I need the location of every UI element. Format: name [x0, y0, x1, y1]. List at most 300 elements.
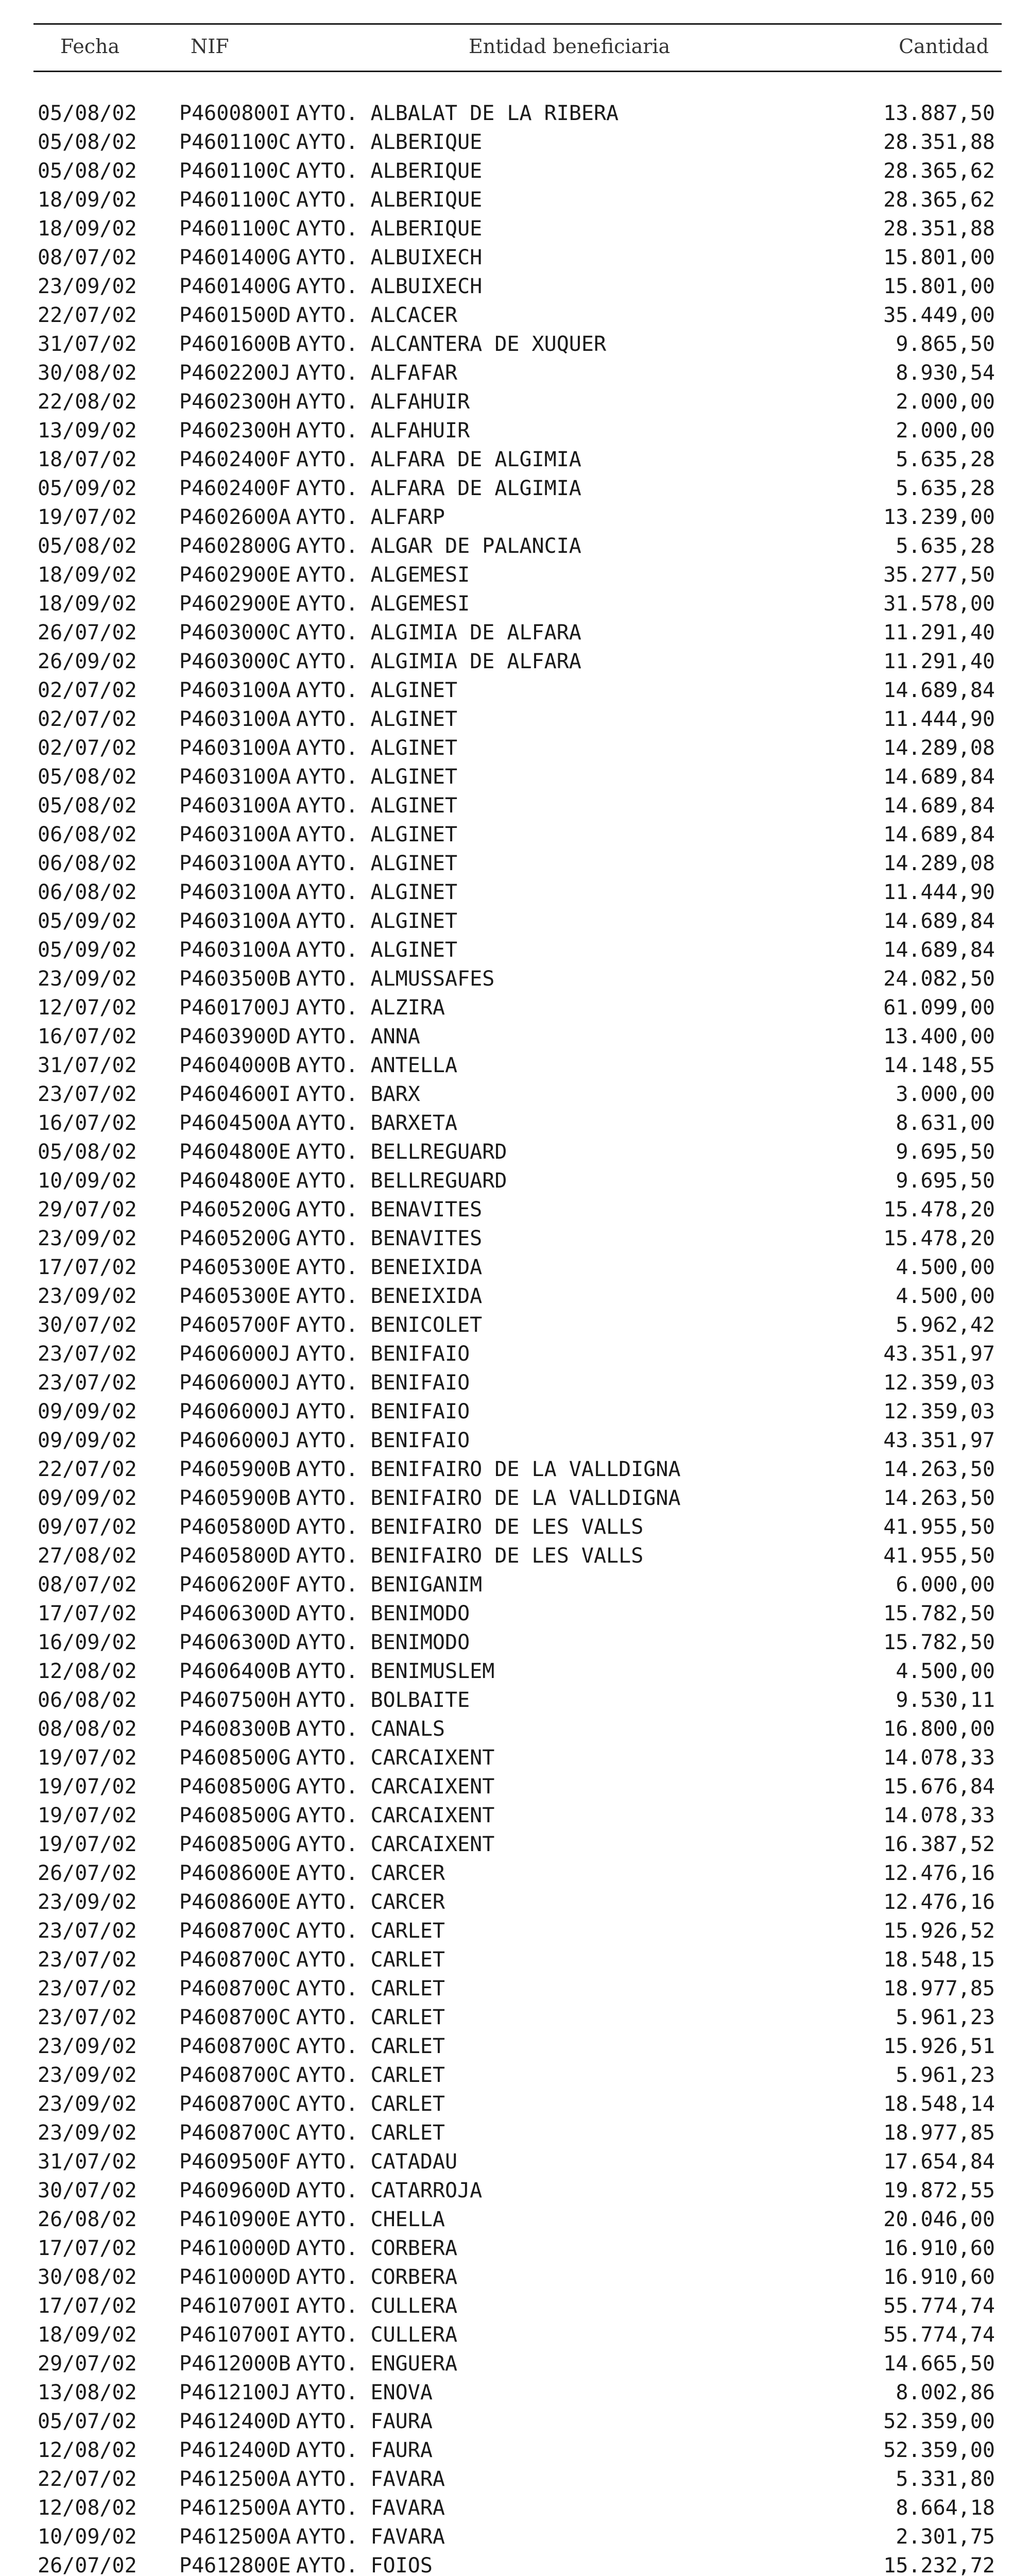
- cell-entidad: AYTO. ENOVA: [296, 2381, 433, 2404]
- cell-fecha: 18/09/02: [38, 217, 137, 241]
- cell-fecha: 05/09/02: [38, 477, 137, 500]
- table-row: [0, 791, 1030, 820]
- cell-nif: P4602400F: [179, 448, 291, 471]
- cell-cantidad: 18.977,85: [883, 1977, 995, 2001]
- table-row: [0, 1599, 1030, 1628]
- cell-cantidad: 14.689,84: [883, 938, 995, 962]
- cell-nif: P4612500A: [179, 2525, 291, 2549]
- cell-fecha: 31/07/02: [38, 332, 137, 356]
- table-row: [0, 1541, 1030, 1570]
- cell-nif: P4603900D: [179, 1025, 291, 1048]
- cell-fecha: 23/09/02: [38, 967, 137, 991]
- cell-cantidad: 2.000,00: [896, 419, 995, 443]
- cell-entidad: AYTO. CARLET: [296, 2092, 445, 2116]
- cell-cantidad: 14.289,08: [883, 736, 995, 760]
- cell-nif: P4606000J: [179, 1400, 291, 1423]
- cell-entidad: AYTO. ALFAHUIR: [296, 390, 470, 414]
- cell-fecha: 13/08/02: [38, 2381, 137, 2404]
- cell-nif: P4601100C: [179, 130, 291, 154]
- cell-cantidad: 41.955,50: [883, 1544, 995, 1568]
- cell-cantidad: 13.887,50: [883, 101, 995, 125]
- table-row: [0, 734, 1030, 762]
- cell-entidad: AYTO. ALFARA DE ALGIMIA: [296, 448, 581, 471]
- cell-nif: P4608700C: [179, 2006, 291, 2029]
- cell-nif: P4603100A: [179, 794, 291, 818]
- table-row: [0, 1455, 1030, 1484]
- table-row: [0, 387, 1030, 416]
- cell-nif: P4605800D: [179, 1515, 291, 1539]
- table-row: [0, 1859, 1030, 1888]
- table-body: [0, 99, 1030, 2576]
- cell-fecha: 08/07/02: [38, 1573, 137, 1597]
- table-row: [0, 1426, 1030, 1455]
- cell-fecha: 17/07/02: [38, 2294, 137, 2318]
- cell-entidad: AYTO. ALFARA DE ALGIMIA: [296, 477, 581, 500]
- cell-fecha: 26/07/02: [38, 2554, 137, 2576]
- cell-nif: P4604500A: [179, 1111, 291, 1135]
- cell-cantidad: 15.676,84: [883, 1775, 995, 1799]
- table-row: [0, 1830, 1030, 1859]
- cell-cantidad: 20.046,00: [883, 2208, 995, 2231]
- cell-nif: P4610000D: [179, 2236, 291, 2260]
- cell-fecha: 08/07/02: [38, 246, 137, 269]
- cell-entidad: AYTO. ALGIMIA DE ALFARA: [296, 621, 581, 645]
- table-row: [0, 1080, 1030, 1109]
- cell-entidad: AYTO. FAURA: [296, 2438, 433, 2462]
- cell-fecha: 12/08/02: [38, 1659, 137, 1683]
- table-row: [0, 1138, 1030, 1166]
- cell-fecha: 29/07/02: [38, 1198, 137, 1222]
- cell-entidad: AYTO. CARCER: [296, 1861, 445, 1885]
- table-row: [0, 2378, 1030, 2407]
- cell-cantidad: 43.351,97: [883, 1342, 995, 1366]
- cell-cantidad: 14.689,84: [883, 823, 995, 846]
- cell-nif: P4603100A: [179, 852, 291, 875]
- cell-cantidad: 16.387,52: [883, 1833, 995, 1856]
- cell-fecha: 23/07/02: [38, 1371, 137, 1395]
- cell-nif: P4601400G: [179, 275, 291, 298]
- cell-cantidad: 4.500,00: [896, 1659, 995, 1683]
- cell-nif: P4603500B: [179, 967, 291, 991]
- cell-entidad: AYTO. ALGINET: [296, 909, 458, 933]
- cell-fecha: 23/09/02: [38, 2092, 137, 2116]
- cell-cantidad: 14.665,50: [883, 2352, 995, 2376]
- cell-entidad: AYTO. BENEIXIDA: [296, 1284, 483, 1308]
- table-row: [0, 128, 1030, 157]
- cell-nif: P4608700C: [179, 2035, 291, 2058]
- cell-entidad: AYTO. ALGINET: [296, 938, 458, 962]
- cell-fecha: 18/09/02: [38, 188, 137, 212]
- header-entidad: Entidad beneficiaria: [469, 35, 671, 58]
- cell-nif: P4608700C: [179, 2063, 291, 2087]
- table-row: [0, 185, 1030, 214]
- cell-entidad: AYTO. FAURA: [296, 2410, 433, 2433]
- table-row: [0, 907, 1030, 936]
- cell-cantidad: 14.689,84: [883, 765, 995, 789]
- cell-nif: P4603100A: [179, 736, 291, 760]
- cell-fecha: 05/08/02: [38, 534, 137, 558]
- cell-cantidad: 52.359,00: [883, 2410, 995, 2433]
- cell-nif: P4605800D: [179, 1544, 291, 1568]
- cell-cantidad: 14.689,84: [883, 794, 995, 818]
- cell-entidad: AYTO. CARCAIXENT: [296, 1833, 495, 1856]
- cell-fecha: 18/09/02: [38, 2323, 137, 2347]
- table-row: [0, 618, 1030, 647]
- cell-nif: P4608700C: [179, 1948, 291, 1972]
- cell-fecha: 02/07/02: [38, 707, 137, 731]
- table-row: [0, 1513, 1030, 1541]
- cell-entidad: AYTO. CANALS: [296, 1717, 445, 1741]
- table-row: [0, 1109, 1030, 1138]
- cell-nif: P4600800I: [179, 101, 291, 125]
- cell-fecha: 05/09/02: [38, 938, 137, 962]
- cell-nif: P4609600D: [179, 2179, 291, 2202]
- cell-fecha: 05/08/02: [38, 130, 137, 154]
- cell-cantidad: 9.695,50: [896, 1140, 995, 1164]
- cell-fecha: 17/07/02: [38, 1256, 137, 1279]
- table-row: [0, 561, 1030, 589]
- cell-entidad: AYTO. BENIFAIO: [296, 1342, 470, 1366]
- cell-entidad: AYTO. BELLREGUARD: [296, 1169, 507, 1193]
- table-row: [0, 705, 1030, 734]
- cell-cantidad: 14.078,33: [883, 1746, 995, 1770]
- cell-fecha: 19/07/02: [38, 505, 137, 529]
- table-row: [0, 1888, 1030, 1917]
- cell-fecha: 05/08/02: [38, 101, 137, 125]
- cell-entidad: AYTO. FAVARA: [296, 2467, 445, 2491]
- cell-entidad: AYTO. BARXETA: [296, 1111, 458, 1135]
- cell-fecha: 19/07/02: [38, 1775, 137, 1799]
- cell-entidad: AYTO. CARCAIXENT: [296, 1746, 495, 1770]
- cell-cantidad: 5.961,23: [896, 2063, 995, 2087]
- cell-nif: P4603100A: [179, 909, 291, 933]
- cell-entidad: AYTO. CATARROJA: [296, 2179, 483, 2202]
- cell-fecha: 22/07/02: [38, 2467, 137, 2491]
- cell-fecha: 06/08/02: [38, 1688, 137, 1712]
- cell-nif: P4603000C: [179, 650, 291, 673]
- table-row: [0, 936, 1030, 964]
- cell-cantidad: 11.444,90: [883, 707, 995, 731]
- cell-cantidad: 14.289,08: [883, 852, 995, 875]
- cell-entidad: AYTO. CARLET: [296, 1919, 445, 1943]
- table-row: [0, 1917, 1030, 1945]
- cell-nif: P4612500A: [179, 2467, 291, 2491]
- table-row: [0, 676, 1030, 705]
- cell-entidad: AYTO. BENEIXIDA: [296, 1256, 483, 1279]
- cell-fecha: 23/07/02: [38, 2006, 137, 2029]
- cell-fecha: 13/09/02: [38, 419, 137, 443]
- table-row: [0, 762, 1030, 791]
- cell-cantidad: 28.365,62: [883, 188, 995, 212]
- cell-cantidad: 17.654,84: [883, 2150, 995, 2174]
- cell-cantidad: 28.351,88: [883, 217, 995, 241]
- table-row: [0, 2061, 1030, 2090]
- cell-cantidad: 28.365,62: [883, 159, 995, 183]
- cell-nif: P4601500D: [179, 303, 291, 327]
- cell-fecha: 23/09/02: [38, 275, 137, 298]
- cell-fecha: 23/09/02: [38, 1890, 137, 1914]
- table-row: [0, 1051, 1030, 1080]
- header-nif: NIF: [191, 35, 229, 58]
- cell-fecha: 18/09/02: [38, 592, 137, 616]
- cell-entidad: AYTO. ALFAFAR: [296, 361, 458, 385]
- cell-entidad: AYTO. CARLET: [296, 2121, 445, 2145]
- cell-nif: P4605200G: [179, 1198, 291, 1222]
- cell-entidad: AYTO. BENIMODO: [296, 1631, 470, 1654]
- cell-fecha: 09/09/02: [38, 1486, 137, 1510]
- cell-fecha: 05/08/02: [38, 794, 137, 818]
- cell-cantidad: 18.977,85: [883, 2121, 995, 2145]
- cell-fecha: 26/07/02: [38, 621, 137, 645]
- cell-fecha: 26/07/02: [38, 1861, 137, 1885]
- cell-fecha: 05/08/02: [38, 159, 137, 183]
- cell-entidad: AYTO. CARCAIXENT: [296, 1775, 495, 1799]
- table-row: [0, 589, 1030, 618]
- table-row: [0, 330, 1030, 359]
- cell-fecha: 12/08/02: [38, 2438, 137, 2462]
- cell-fecha: 23/07/02: [38, 1082, 137, 1106]
- cell-fecha: 31/07/02: [38, 2150, 137, 2174]
- cell-entidad: AYTO. BENIFAIRO DE LA VALLDIGNA: [296, 1458, 681, 1481]
- cell-entidad: AYTO. ALFARP: [296, 505, 445, 529]
- cell-nif: P4602800G: [179, 534, 291, 558]
- cell-nif: P4602300H: [179, 419, 291, 443]
- cell-fecha: 19/07/02: [38, 1833, 137, 1856]
- cell-entidad: AYTO. ALGINET: [296, 765, 458, 789]
- table-row: [0, 1195, 1030, 1224]
- cell-fecha: 30/07/02: [38, 1313, 137, 1337]
- cell-cantidad: 14.263,50: [883, 1458, 995, 1481]
- cell-nif: P4608500G: [179, 1833, 291, 1856]
- cell-fecha: 18/07/02: [38, 448, 137, 471]
- cell-entidad: AYTO. ALMUSSAFES: [296, 967, 495, 991]
- cell-fecha: 02/07/02: [38, 679, 137, 702]
- cell-cantidad: 55.774,74: [883, 2323, 995, 2347]
- table-row: [0, 532, 1030, 561]
- cell-nif: P4603100A: [179, 679, 291, 702]
- table-row: [0, 2320, 1030, 2349]
- table-row: [0, 445, 1030, 474]
- cell-fecha: 06/08/02: [38, 880, 137, 904]
- table-row: [0, 1743, 1030, 1772]
- cell-entidad: AYTO. ALBUIXECH: [296, 275, 483, 298]
- cell-cantidad: 6.000,00: [896, 1573, 995, 1597]
- cell-entidad: AYTO. ALBERIQUE: [296, 188, 483, 212]
- cell-entidad: AYTO. BENAVITES: [296, 1227, 483, 1250]
- cell-entidad: AYTO. ALBERIQUE: [296, 159, 483, 183]
- cell-nif: P4602300H: [179, 390, 291, 414]
- table-row: [0, 2147, 1030, 2176]
- cell-fecha: 06/08/02: [38, 823, 137, 846]
- cell-entidad: AYTO. CORBERA: [296, 2236, 458, 2260]
- cell-fecha: 30/08/02: [38, 2265, 137, 2289]
- cell-fecha: 05/07/02: [38, 2410, 137, 2433]
- cell-cantidad: 61.099,00: [883, 996, 995, 1020]
- cell-cantidad: 24.082,50: [883, 967, 995, 991]
- cell-entidad: AYTO. ALFAHUIR: [296, 419, 470, 443]
- cell-entidad: AYTO. CARCAIXENT: [296, 1804, 495, 1827]
- cell-fecha: 22/07/02: [38, 1458, 137, 1481]
- cell-cantidad: 5.961,23: [896, 2006, 995, 2029]
- cell-cantidad: 31.578,00: [883, 592, 995, 616]
- cell-cantidad: 3.000,00: [896, 1082, 995, 1106]
- cell-nif: P4603000C: [179, 621, 291, 645]
- cell-entidad: AYTO. ALGINET: [296, 823, 458, 846]
- cell-nif: P4601100C: [179, 217, 291, 241]
- cell-fecha: 16/09/02: [38, 1631, 137, 1654]
- table-row: [0, 1253, 1030, 1282]
- cell-nif: P4604000B: [179, 1054, 291, 1077]
- table-row: [0, 2176, 1030, 2205]
- cell-nif: P4606300D: [179, 1631, 291, 1654]
- cell-entidad: AYTO. CARLET: [296, 2006, 445, 2029]
- cell-cantidad: 15.782,50: [883, 1631, 995, 1654]
- cell-cantidad: 5.635,28: [896, 534, 995, 558]
- cell-nif: P4612000B: [179, 2352, 291, 2376]
- cell-nif: P4601100C: [179, 188, 291, 212]
- cell-nif: P4608700C: [179, 2092, 291, 2116]
- cell-fecha: 19/07/02: [38, 1746, 137, 1770]
- cell-cantidad: 41.955,50: [883, 1515, 995, 1539]
- cell-cantidad: 11.291,40: [883, 650, 995, 673]
- cell-fecha: 31/07/02: [38, 1054, 137, 1077]
- cell-entidad: AYTO. BOLBAITE: [296, 1688, 470, 1712]
- cell-nif: P4603100A: [179, 765, 291, 789]
- cell-entidad: AYTO. ENGUERA: [296, 2352, 458, 2376]
- cell-entidad: AYTO. BENAVITES: [296, 1198, 483, 1222]
- table-row: [0, 647, 1030, 676]
- table-row: [0, 2205, 1030, 2234]
- cell-entidad: AYTO. ALGEMESI: [296, 592, 470, 616]
- cell-cantidad: 8.664,18: [896, 2496, 995, 2520]
- cell-cantidad: 9.695,50: [896, 1169, 995, 1193]
- cell-cantidad: 4.500,00: [896, 1284, 995, 1308]
- cell-fecha: 22/07/02: [38, 303, 137, 327]
- cell-entidad: AYTO. CULLERA: [296, 2323, 458, 2347]
- cell-entidad: AYTO. ALGINET: [296, 679, 458, 702]
- cell-nif: P4603100A: [179, 880, 291, 904]
- table-row: [0, 214, 1030, 243]
- cell-nif: P4608500G: [179, 1804, 291, 1827]
- cell-nif: P4606400B: [179, 1659, 291, 1683]
- cell-cantidad: 15.478,20: [883, 1198, 995, 1222]
- cell-fecha: 10/09/02: [38, 1169, 137, 1193]
- cell-nif: P4612500A: [179, 2496, 291, 2520]
- cell-entidad: AYTO. ALBUIXECH: [296, 246, 483, 269]
- cell-entidad: AYTO. ALGIMIA DE ALFARA: [296, 650, 581, 673]
- cell-cantidad: 15.801,00: [883, 246, 995, 269]
- cell-nif: P4608700C: [179, 1977, 291, 2001]
- cell-nif: P4610900E: [179, 2208, 291, 2231]
- cell-nif: P4608500G: [179, 1746, 291, 1770]
- cell-nif: P4602400F: [179, 477, 291, 500]
- cell-entidad: AYTO. BARX: [296, 1082, 420, 1106]
- table-row: [0, 849, 1030, 878]
- table-row: [0, 2494, 1030, 2522]
- cell-cantidad: 4.500,00: [896, 1256, 995, 1279]
- cell-cantidad: 12.476,16: [883, 1861, 995, 1885]
- table-row: [0, 474, 1030, 503]
- cell-fecha: 17/07/02: [38, 1602, 137, 1625]
- cell-cantidad: 14.263,50: [883, 1486, 995, 1510]
- cell-cantidad: 5.635,28: [896, 477, 995, 500]
- table-row: [0, 503, 1030, 532]
- cell-cantidad: 8.002,86: [896, 2381, 995, 2404]
- cell-nif: P4604600I: [179, 1082, 291, 1106]
- cell-cantidad: 14.078,33: [883, 1804, 995, 1827]
- cell-nif: P4610000D: [179, 2265, 291, 2289]
- cell-nif: P4608700C: [179, 1919, 291, 1943]
- cell-cantidad: 18.548,14: [883, 2092, 995, 2116]
- cell-fecha: 23/07/02: [38, 1948, 137, 1972]
- cell-nif: P4612400D: [179, 2410, 291, 2433]
- cell-fecha: 23/07/02: [38, 1919, 137, 1943]
- cell-entidad: AYTO. ALGINET: [296, 880, 458, 904]
- cell-cantidad: 2.301,75: [896, 2525, 995, 2549]
- table-row: [0, 243, 1030, 272]
- table-row: [0, 1945, 1030, 1974]
- cell-entidad: AYTO. CULLERA: [296, 2294, 458, 2318]
- header-fecha: Fecha: [60, 35, 120, 58]
- cell-cantidad: 5.635,28: [896, 448, 995, 471]
- table-row: [0, 416, 1030, 445]
- cell-fecha: 08/08/02: [38, 1717, 137, 1741]
- cell-entidad: AYTO. BENIFAIRO DE LA VALLDIGNA: [296, 1486, 681, 1510]
- table-row: [0, 1801, 1030, 1830]
- cell-nif: P4605700F: [179, 1313, 291, 1337]
- cell-entidad: AYTO. BENIFAIRO DE LES VALLS: [296, 1544, 644, 1568]
- cell-fecha: 12/08/02: [38, 2496, 137, 2520]
- cell-cantidad: 19.872,55: [883, 2179, 995, 2202]
- cell-cantidad: 16.800,00: [883, 1717, 995, 1741]
- cell-fecha: 30/07/02: [38, 2179, 137, 2202]
- cell-nif: P4606000J: [179, 1429, 291, 1452]
- cell-cantidad: 12.359,03: [883, 1400, 995, 1423]
- cell-entidad: AYTO. BENICOLET: [296, 1313, 483, 1337]
- cell-cantidad: 13.239,00: [883, 505, 995, 529]
- cell-cantidad: 15.926,52: [883, 1919, 995, 1943]
- cell-nif: P4605900B: [179, 1486, 291, 1510]
- cell-entidad: AYTO. BENIFAIO: [296, 1371, 470, 1395]
- cell-entidad: AYTO. FOIOS: [296, 2554, 433, 2576]
- cell-entidad: AYTO. ANTELLA: [296, 1054, 458, 1077]
- cell-cantidad: 5.962,42: [896, 1313, 995, 1337]
- cell-cantidad: 11.444,90: [883, 880, 995, 904]
- cell-nif: P4604800E: [179, 1140, 291, 1164]
- cell-fecha: 29/07/02: [38, 2352, 137, 2376]
- table-row: [0, 1368, 1030, 1397]
- cell-entidad: AYTO. FAVARA: [296, 2496, 445, 2520]
- cell-nif: P4605200G: [179, 1227, 291, 1250]
- table-row: [0, 2292, 1030, 2320]
- cell-nif: P4606000J: [179, 1342, 291, 1366]
- cell-nif: P4608300B: [179, 1717, 291, 1741]
- cell-cantidad: 9.530,11: [896, 1688, 995, 1712]
- cell-nif: P4604800E: [179, 1169, 291, 1193]
- cell-nif: P4601600B: [179, 332, 291, 356]
- cell-cantidad: 12.359,03: [883, 1371, 995, 1395]
- cell-fecha: 09/09/02: [38, 1400, 137, 1423]
- cell-entidad: AYTO. ALCACER: [296, 303, 458, 327]
- cell-cantidad: 5.331,80: [896, 2467, 995, 2491]
- cell-nif: P4603100A: [179, 707, 291, 731]
- cell-entidad: AYTO. ALZIRA: [296, 996, 445, 1020]
- cell-nif: P4610700I: [179, 2294, 291, 2318]
- cell-fecha: 17/07/02: [38, 2236, 137, 2260]
- table-row: [0, 1974, 1030, 2003]
- cell-nif: P4608600E: [179, 1890, 291, 1914]
- cell-cantidad: 15.478,20: [883, 1227, 995, 1250]
